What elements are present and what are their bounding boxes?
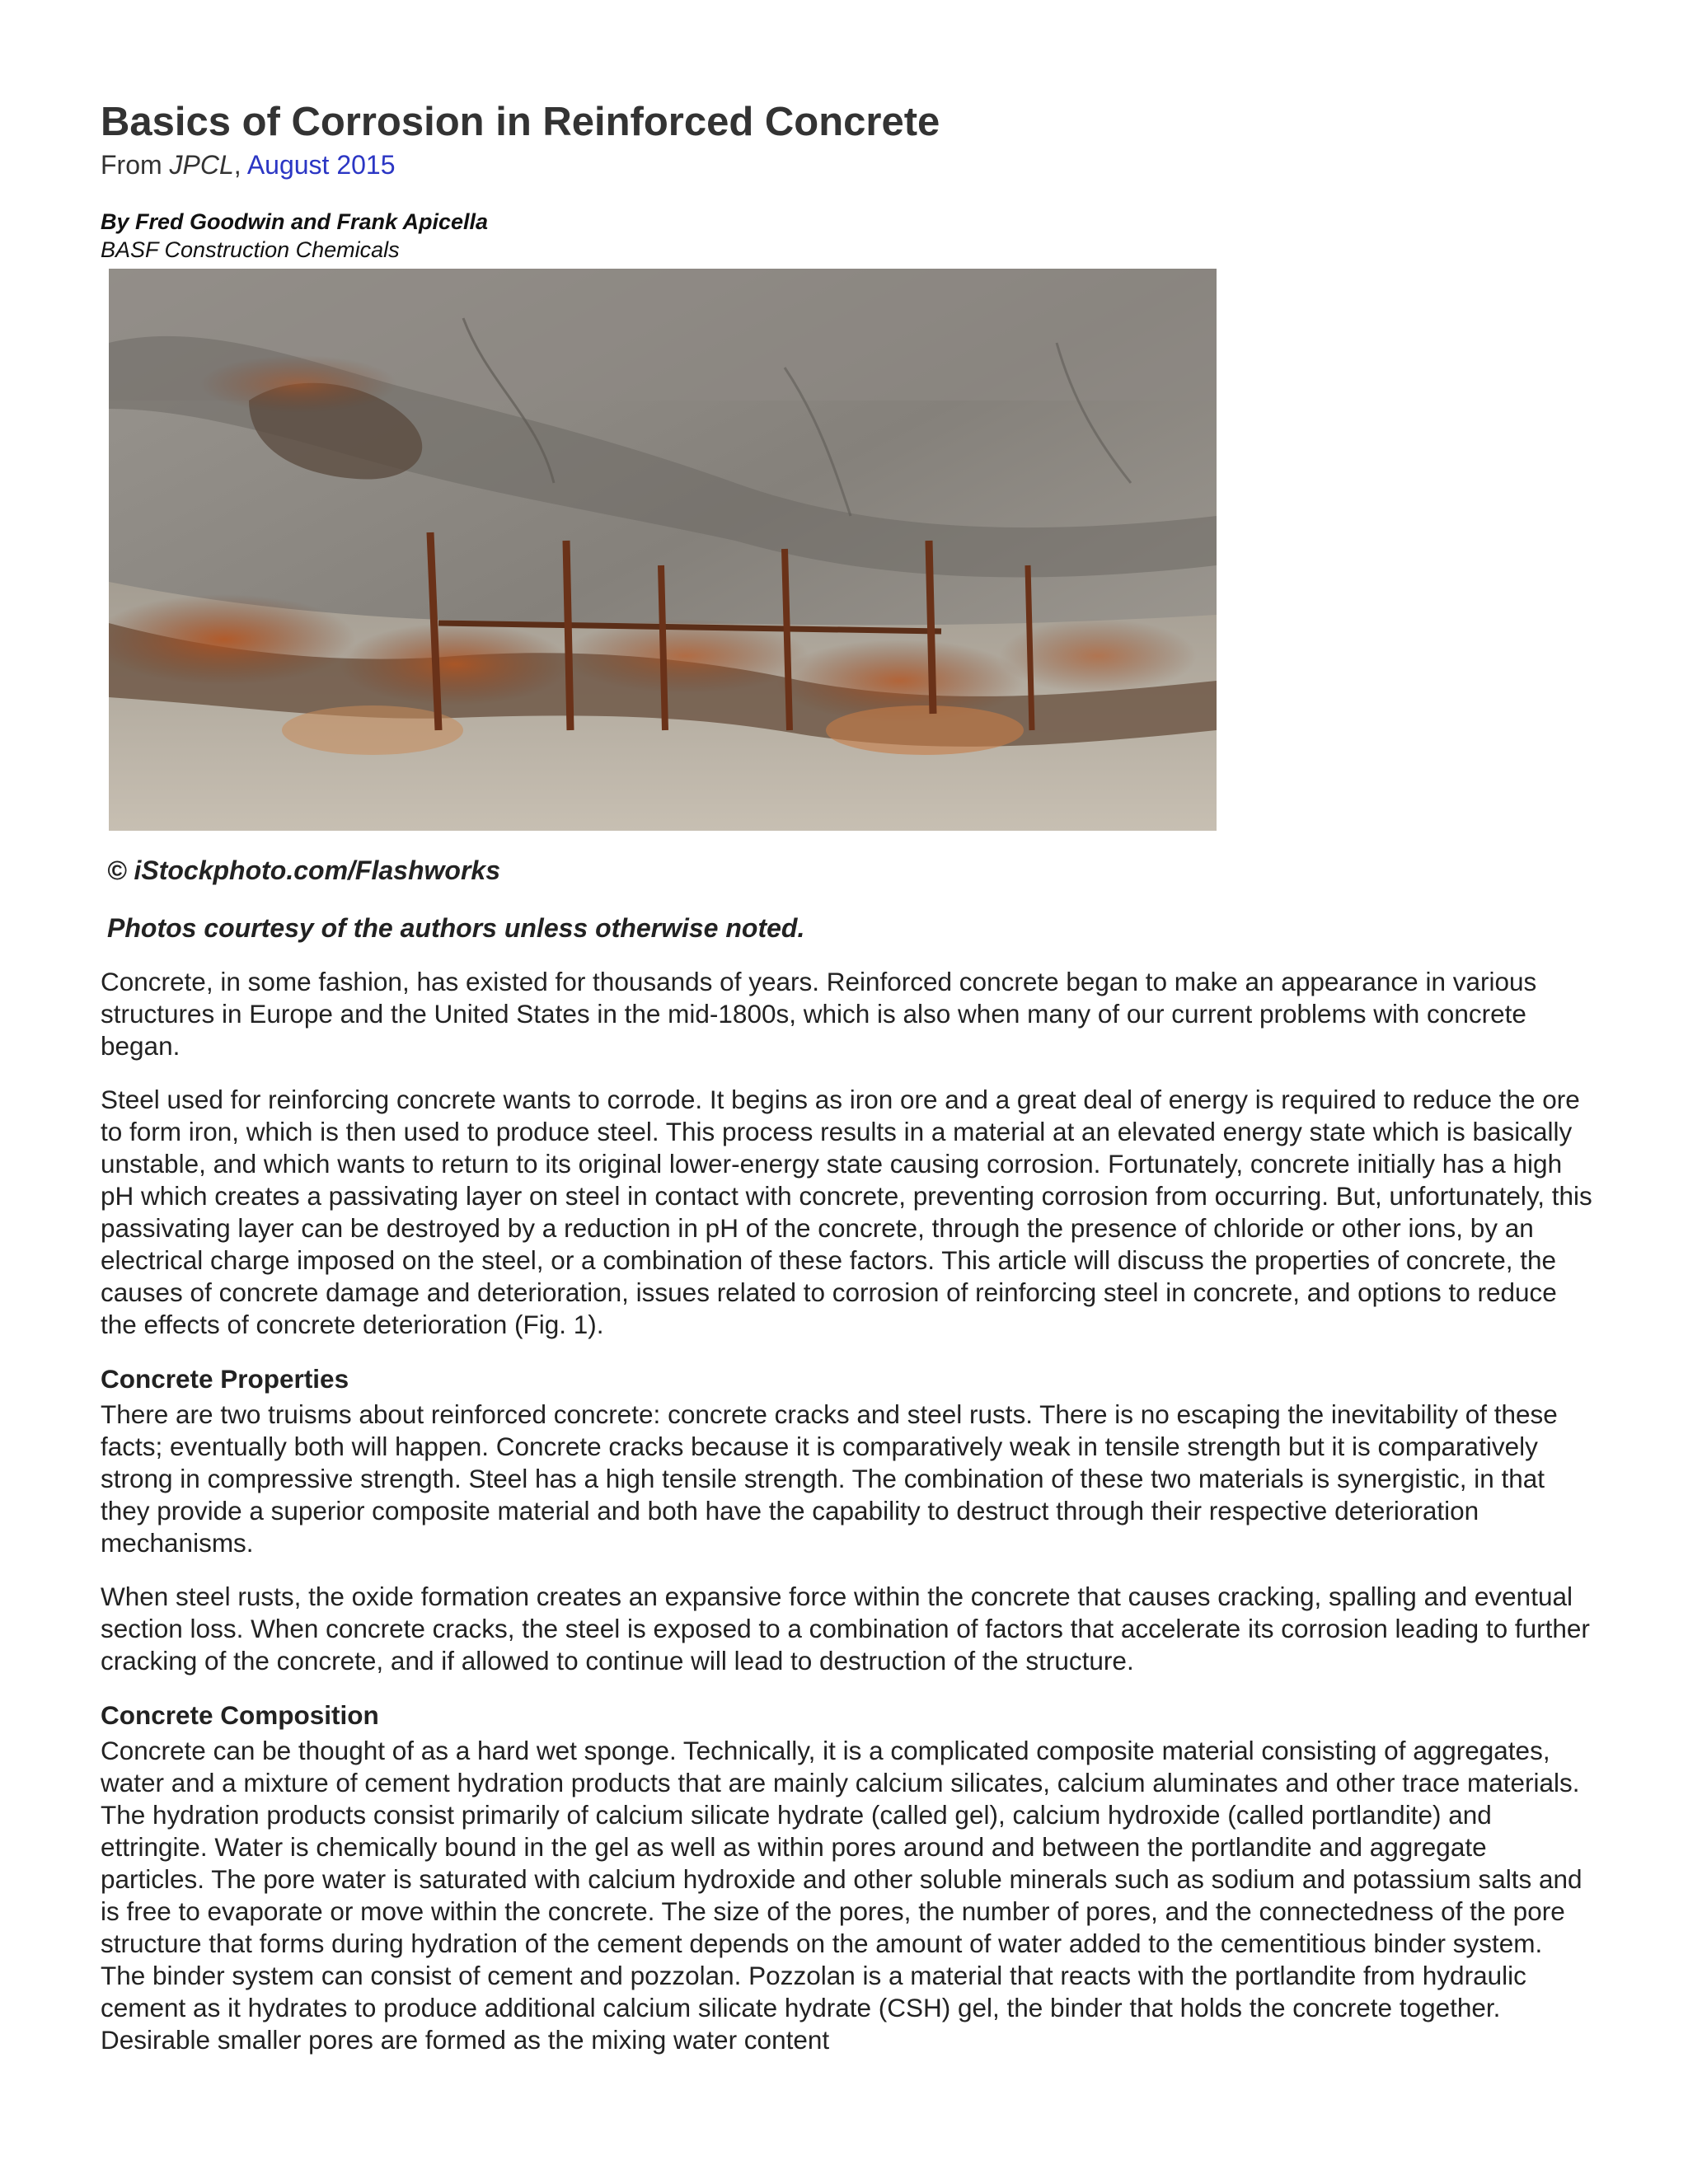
article-title: Basics of Corrosion in Reinforced Concrete [101,100,940,144]
heading-concrete-properties: Concrete Properties [101,1364,349,1394]
paragraph-rust-expansion: When steel rusts, the oxide formation creates an expansive force within the concrete that causes cracking, spalling and eventual section loss. When concrete cracks, the steel is exposed to a combination of factors that accelerate its corrosion leading to further cracking of the concrete, and if allowed to continue will lead to destruction of the structure. [101,1582,1590,1675]
photo-note: Photos courtesy of the authors unless otherwise noted. [107,913,805,943]
article-source [101,147,1592,183]
source-journal: JPCL [169,150,234,180]
corrosion-photo-illustration [109,269,1217,831]
heading-concrete-composition: Concrete Composition [101,1700,379,1730]
paragraph-composition: Concrete can be thought of as a hard wet sponge. Technically, it is a complicated composite material consisting of aggregates, water and a mixture of cement hydration products that are mainly calcium silicates, calcium aluminates and other trace materials. The hydration products consist primarily of calcium silicate hydrate (called gel), calcium hydroxide (called portlandite) and ettringite. Water is chemically bound in the gel as well as within pores around and between the portlandite and aggregate particles. The pore water is saturated with calcium hydroxide and other soluble minerals such as sodium and potassium salts and is free to evaporate or move within the concrete. The size of the pores, the number of pores, and the connectedness of the pore structure that forms during hydration of the cement depends on the amount of water added to the cementitious binder system. The binder system can consist of cement and pozzolan. Pozzolan is a material that reacts with the portlandite from hydraulic cement as it hydrates to produce additional calcium silicate hydrate (CSH) gel, the binder that holds the concrete together. Desirable smaller pores are formed as the mixing water content [101,1736,1582,2055]
source-separator: , [233,150,247,180]
paragraph-truisms: There are two truisms about reinforced concrete: concrete cracks and steel rusts. There is no escaping the inevitability of these facts; eventually both will happen. Concrete cracks because it is comparatively weak in tensile strength but it is comparatively strong in compressive strength. Steel has a high tensile strength. The combination of these two materials is synergistic, in that they provide a superior composite material and both have the capability to destruct through their respective deterioration mechanisms. [101,1399,1558,1558]
photo-credit: © iStockphoto.com/Flashworks [107,855,500,885]
corrosion-photo [109,269,1217,831]
byline: By Fred Goodwin and Frank Apicella [101,209,489,234]
paragraph-intro: Concrete, in some fashion, has existed for thousands of years. Reinforced concrete began to make an appearance in various structures in Europe and the United States in the mid-1800s, which is also when many of our current problems with concrete began. [101,967,1537,1061]
affiliation: BASF Construction Chemicals [101,237,400,262]
source-prefix: From [101,150,170,180]
source-date-link[interactable]: August 2015 [246,150,396,180]
article [101,97,1592,2056]
paragraph-steel: Steel used for reinforcing concrete wants to corrode. It begins as iron ore and a great deal of energy is required to reduce the ore to form iron, which is then used to produce steel. This process results in a material at an elevated energy state which is basically unstable, and which wants to return to its original lower-energy state causing corrosion. Fortunately, concrete initially has a high pH which creates a passivating layer on steel in contact with concrete, preventing corrosion from occurring. But, unfortunately, this passivating layer can be destroyed by a reduction in pH of the concrete, through the presence of chloride or other ions, by an electrical charge imposed on the steel, or a combination of these factors. This article will discuss the properties of concrete, the causes of concrete damage and deterioration, issues related to corrosion of reinforcing steel in concrete, and options to reduce the effects of concrete deterioration (Fig. 1). [101,1085,1592,1339]
